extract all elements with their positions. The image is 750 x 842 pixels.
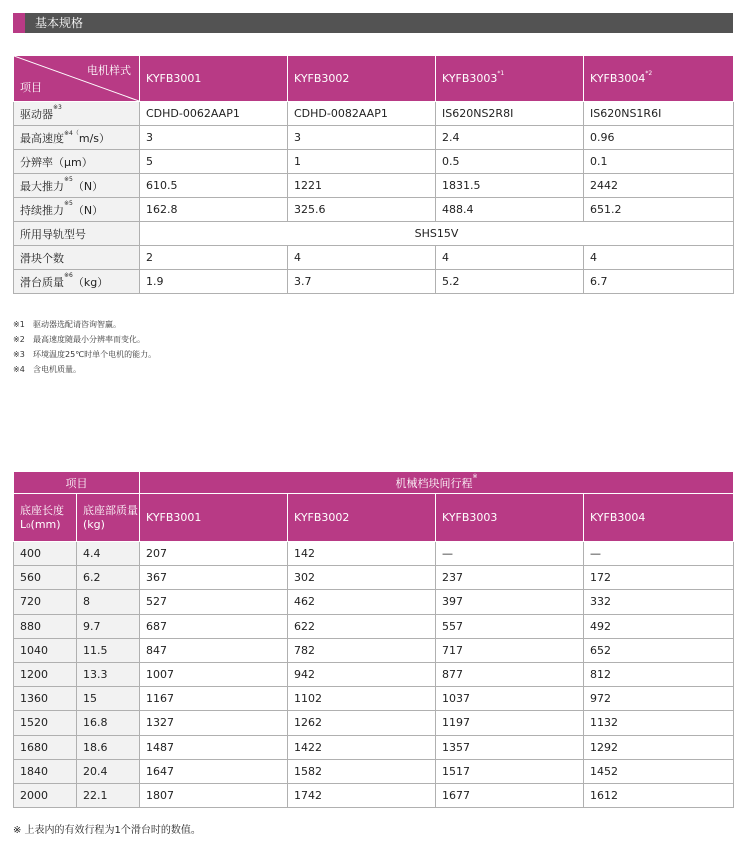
stroke-length-cell: 560 [14,566,77,590]
spec-row-rail [14,222,734,246]
stroke-value-cell: 1327 [140,711,288,735]
spec-value-cell: 1.9 [140,270,288,294]
stroke-value-cell: 1582 [288,759,436,783]
stroke-value-cell: 942 [288,662,436,686]
stroke-row [14,614,734,638]
stroke-row [14,590,734,614]
stroke-mass-cell: 20.4 [77,759,140,783]
stroke-mass-cell: 15 [77,687,140,711]
stroke-value-cell: 652 [584,638,734,662]
section-accent-block [13,13,25,33]
stroke-row [14,638,734,662]
spec-corner-top: 电机样式 [87,64,131,77]
spec-value-cell: 4 [288,246,436,270]
stroke-value-cell: 1742 [288,783,436,807]
spec-row [14,246,734,270]
spec-corner-bottom: 项目 [20,81,42,94]
spec-value-cell: 3 [140,126,288,150]
stroke-mass-cell: 8 [77,590,140,614]
spec-corner-cell [14,56,140,102]
stroke-value-cell: 1037 [436,687,584,711]
stroke-value-cell: 492 [584,614,734,638]
spec-row-label: 最大推力$^{※5}$（N） [14,174,140,198]
spec-value-cell: 651.2 [584,198,734,222]
stroke-row [14,735,734,759]
stroke-item-header: 项目 [14,472,140,494]
stroke-value-cell: 207 [140,542,288,566]
section-header-bar [13,13,733,33]
stroke-header-row-2 [14,494,734,542]
spec-value-cell: 4 [584,246,734,270]
spec-row-label: 滑台质量$^{※6}$（kg） [14,270,140,294]
spec-value-cell: CDHD-0062AAP1 [140,102,288,126]
stroke-value-cell: 1647 [140,759,288,783]
spec-row [14,126,734,150]
spec-value-cell: CDHD-0082AAP1 [288,102,436,126]
spec-rail-value: SHS15V [140,222,734,246]
stroke-value-cell: 1452 [584,759,734,783]
stroke-header-row-1 [14,472,734,494]
note-item: ※1 驱动器选配请咨询智赢。 [13,320,121,329]
spec-value-cell: 1221 [288,174,436,198]
stroke-mass-cell: 16.8 [77,711,140,735]
stroke-value-cell: 622 [288,614,436,638]
stroke-length-cell: 1680 [14,735,77,759]
note-item: ※2 最高速度随最小分辨率而变化。 [13,335,145,344]
spec-table [13,55,734,294]
stroke-length-cell: 1360 [14,687,77,711]
spec-value-cell: IS620NS2R8I [436,102,584,126]
stroke-group-header: 机械档块间行程※ [140,472,734,494]
stroke-mass-cell: 4.4 [77,542,140,566]
stroke-model-header: KYFB3001 [140,494,288,542]
spec-value-cell: 2.4 [436,126,584,150]
note-item: ※3 环境温度25℃时单个电机的能力。 [13,350,157,359]
spec-value-cell: 610.5 [140,174,288,198]
stroke-value-cell: 1292 [584,735,734,759]
stroke-value-cell: 142 [288,542,436,566]
stroke-model-header: KYFB3003 [436,494,584,542]
stroke-row [14,783,734,807]
stroke-mass-cell: 18.6 [77,735,140,759]
section-title: 基本规格 [35,16,84,30]
spec-model-header: KYFB3003$^{*1}$ [436,56,584,102]
stroke-value-cell: 972 [584,687,734,711]
stroke-footnote: ※ 上表内的有效行程为1个滑台时的数值。 [13,825,201,836]
spec-model-header: KYFB3002 [288,56,436,102]
stroke-value-cell: 1132 [584,711,734,735]
stroke-value-cell: 557 [436,614,584,638]
spec-row [14,150,734,174]
stroke-mass-cell: 22.1 [77,783,140,807]
stroke-value-cell: 1262 [288,711,436,735]
stroke-value-cell: 462 [288,590,436,614]
spec-value-cell: 1831.5 [436,174,584,198]
spec-value-cell: 3.7 [288,270,436,294]
spec-model-header: KYFB3004$^{*2}$ [584,56,734,102]
spec-value-cell: IS620NS1R6I [584,102,734,126]
spec-row-label: 驱动器$^{※3}$ [14,102,140,126]
stroke-value-cell: 302 [288,566,436,590]
spec-value-cell: 325.6 [288,198,436,222]
stroke-row [14,759,734,783]
stroke-value-cell: 527 [140,590,288,614]
stroke-value-cell: 717 [436,638,584,662]
stroke-mass-cell: 9.7 [77,614,140,638]
stroke-length-cell: 1040 [14,638,77,662]
spec-notes [13,317,156,377]
spec-row [14,102,734,126]
stroke-value-cell: 1517 [436,759,584,783]
stroke-value-cell: 847 [140,638,288,662]
stroke-value-cell: 172 [584,566,734,590]
spec-row [14,174,734,198]
stroke-model-header: KYFB3004 [584,494,734,542]
stroke-length-cell: 2000 [14,783,77,807]
stroke-length-cell: 1520 [14,711,77,735]
stroke-length-cell: 880 [14,614,77,638]
note-item: ※4 含电机质量。 [13,365,81,374]
spec-value-cell: 0.5 [436,150,584,174]
stroke-mass-cell: 6.2 [77,566,140,590]
stroke-value-cell: 367 [140,566,288,590]
stroke-length-header: 底座长度 L₀(mm) [14,494,77,542]
spec-value-cell: 4 [436,246,584,270]
stroke-value-cell: 782 [288,638,436,662]
stroke-value-cell: 397 [436,590,584,614]
spec-row-label: 分辨率（μm） [14,150,140,174]
stroke-row [14,542,734,566]
spec-value-cell: 1 [288,150,436,174]
stroke-value-cell: 812 [584,662,734,686]
spec-value-cell: 2 [140,246,288,270]
stroke-value-cell: 687 [140,614,288,638]
stroke-value-cell: — [584,542,734,566]
spec-row-label: 滑块个数 [14,246,140,270]
stroke-row [14,687,734,711]
stroke-value-cell: 877 [436,662,584,686]
stroke-value-cell: — [436,542,584,566]
stroke-mass-cell: 13.3 [77,662,140,686]
spec-value-cell: 488.4 [436,198,584,222]
spec-value-cell: 162.8 [140,198,288,222]
stroke-row [14,566,734,590]
spec-value-cell: 5.2 [436,270,584,294]
spec-model-header: KYFB3001 [140,56,288,102]
stroke-value-cell: 1677 [436,783,584,807]
spec-row [14,198,734,222]
stroke-length-cell: 1200 [14,662,77,686]
stroke-model-header: KYFB3002 [288,494,436,542]
spec-value-cell: 6.7 [584,270,734,294]
stroke-value-cell: 1422 [288,735,436,759]
spec-row-label: 所用导轨型号 [14,222,140,246]
stroke-length-cell: 1840 [14,759,77,783]
spec-value-cell: 5 [140,150,288,174]
stroke-value-cell: 1612 [584,783,734,807]
stroke-table [13,471,734,808]
spec-row [14,270,734,294]
stroke-value-cell: 1167 [140,687,288,711]
stroke-value-cell: 1487 [140,735,288,759]
stroke-value-cell: 1357 [436,735,584,759]
spec-value-cell: 0.96 [584,126,734,150]
spec-value-cell: 0.1 [584,150,734,174]
stroke-mass-header: 底座部质量 (kg) [77,494,140,542]
stroke-mass-cell: 11.5 [77,638,140,662]
stroke-value-cell: 1007 [140,662,288,686]
spec-row-label: 持续推力$^{※5}$（N） [14,198,140,222]
stroke-value-cell: 332 [584,590,734,614]
stroke-length-cell: 720 [14,590,77,614]
stroke-value-cell: 237 [436,566,584,590]
stroke-value-cell: 1807 [140,783,288,807]
stroke-row [14,711,734,735]
spec-header-row [14,56,734,102]
spec-row-label: 最高速度$^{※4(}$m/s） [14,126,140,150]
spec-value-cell: 2442 [584,174,734,198]
stroke-length-cell: 400 [14,542,77,566]
stroke-value-cell: 1197 [436,711,584,735]
spec-value-cell: 3 [288,126,436,150]
stroke-row [14,662,734,686]
stroke-value-cell: 1102 [288,687,436,711]
